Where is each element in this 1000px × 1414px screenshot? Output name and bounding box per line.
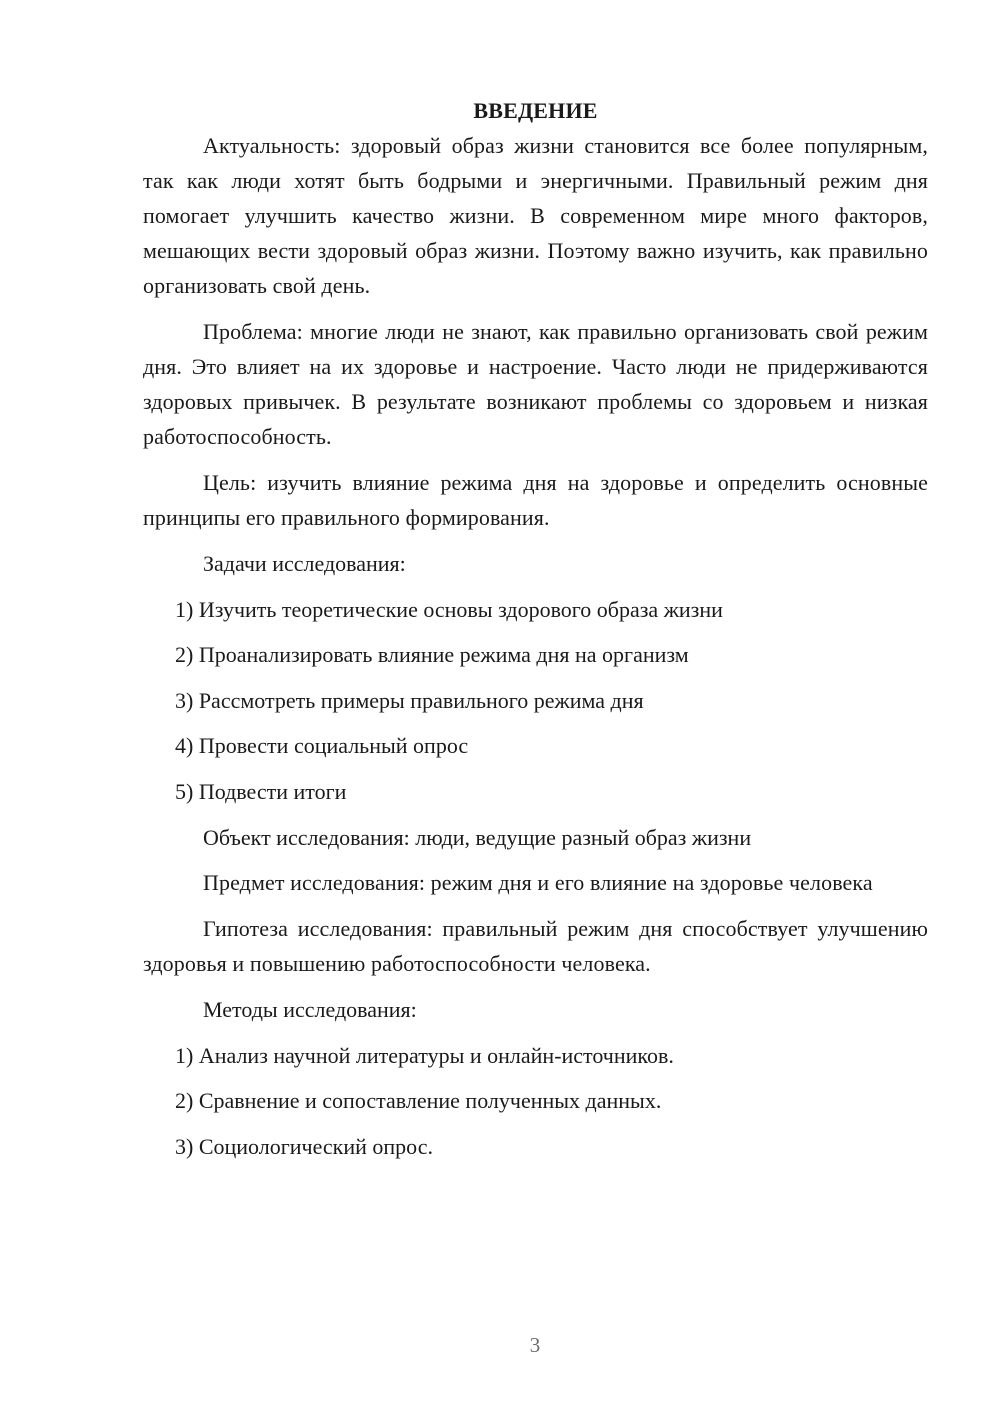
list-item: 2) Проанализировать влияние режима дня на организм xyxy=(175,642,689,668)
tasks-list xyxy=(143,592,928,809)
list-item: 1) Изучить теоретические основы здорового образа жизни xyxy=(175,596,723,622)
document-page xyxy=(143,93,928,1175)
object-line: Объект исследования: люди, ведущие разный образ жизни xyxy=(203,824,752,850)
page-title: ВВЕДЕНИЕ xyxy=(473,98,598,123)
subject-paragraph: Предмет исследования: режим дня и его влияние на здоровье человека xyxy=(203,870,873,896)
problem-paragraph: Проблема: многие люди не знают, как правильно организовать свой режим дня. Это влияет на их здоровье и настроение. Часто люди не придерживаются здоровых привычек. В результате возникают проблемы со здоровьем и низкая работоспособность. xyxy=(143,319,928,449)
goal-paragraph: Цель: изучить влияние режима дня на здоровье и определить основные принципы его правильного формирования. xyxy=(143,470,928,530)
list-item: 4) Провести социальный опрос xyxy=(175,733,469,759)
list-item: 5) Подвести итоги xyxy=(175,778,347,804)
list-item: 1) Анализ научной литературы и онлайн-источников. xyxy=(175,1042,674,1068)
list-item: 3) Рассмотреть примеры правильного режима дня xyxy=(175,687,644,713)
list-item: 3) Социологический опрос. xyxy=(175,1133,433,1159)
tasks-heading: Задачи исследования: xyxy=(203,551,406,576)
methods-heading: Методы исследования: xyxy=(203,997,417,1023)
methods-list xyxy=(143,1038,928,1164)
hypothesis-paragraph: Гипотеза исследования: правильный режим дня способствует улучшению здоровья и повышению работоспособности человека. xyxy=(143,916,928,977)
page-number: 3 xyxy=(529,1333,541,1357)
relevance-paragraph: Актуальность: здоровый образ жизни становится все более популярным, так как люди хотят быть бодрыми и энергичными. Правильный режим дня помогает улучшить качество жизни. В современном мире много факторов, мешающих вести здоровый образ жизни. Поэтому важно изучить, как правильно организовать свой день. xyxy=(143,133,928,298)
list-item: 2) Сравнение и сопоставление полученных данных. xyxy=(175,1088,662,1114)
